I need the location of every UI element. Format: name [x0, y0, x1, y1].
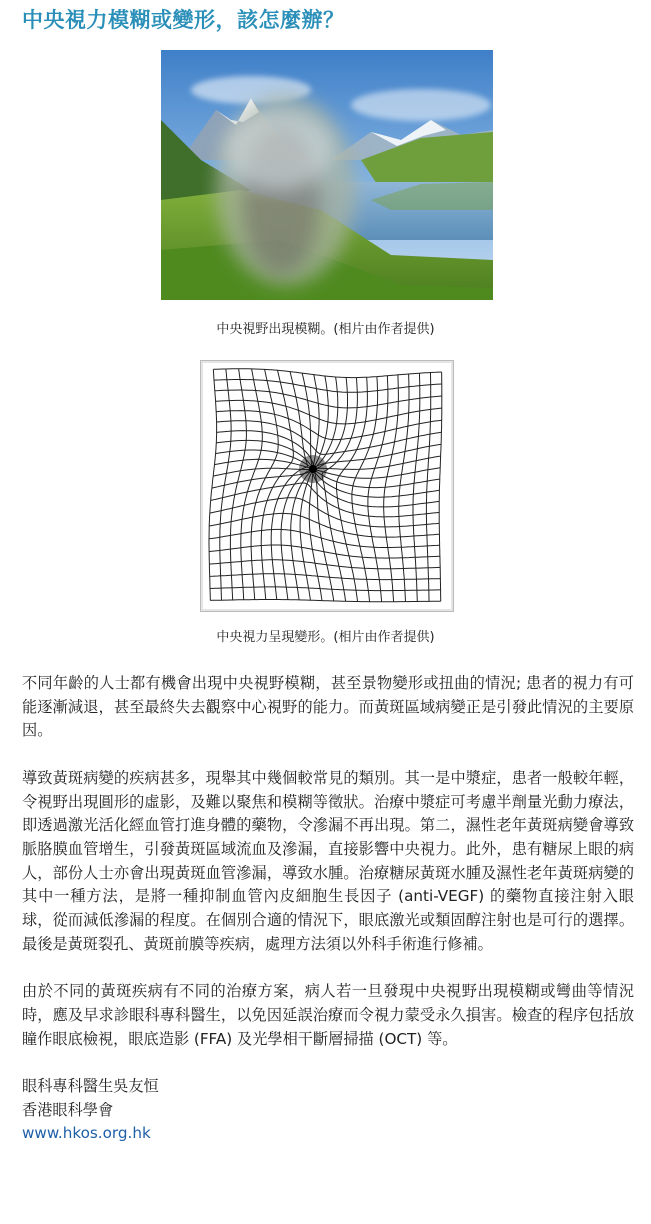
grid-line-horizontal	[210, 600, 440, 602]
grid-line-horizontal	[213, 369, 441, 378]
grid-line-vertical	[426, 373, 430, 602]
article-body	[22, 672, 634, 1146]
grid-line-vertical	[384, 375, 399, 602]
amsler-grid-frame	[200, 360, 454, 612]
paragraph-intro: 不同年齡的人士都有機會出現中央視野模糊，甚至景物變形或扭曲的情況; 患者的視力有可能逐漸減退，甚至最終失去觀察中心視野的能力。而黃斑區域病變正是引發此情況的主要原因。	[22, 674, 634, 740]
blurred-vision-photo	[161, 50, 493, 300]
grid-line-vertical	[413, 373, 420, 601]
fixation-dot	[309, 465, 317, 473]
paragraph-advice: 由於不同的黃斑疾病有不同的治療方案，病人若一旦發現中央視野出現模糊或彎曲等情況時，應及早求診眼科專科醫生，以免因延誤治療而令視力蒙受永久損害。檢查的程序包括放瞳作眼底檢視，眼底造影 (FFA) 及光學相干斷層掃描 (OCT) 等。	[22, 982, 634, 1048]
grid-line-vertical	[271, 372, 307, 600]
grid-line-vertical	[230, 369, 246, 600]
grid-line-vertical	[399, 374, 409, 602]
author-name: 眼科專科醫生吳友恒	[22, 1076, 159, 1095]
grid-line-horizontal	[210, 574, 441, 580]
grid-line-vertical	[439, 372, 442, 601]
website-link[interactable]: www.hkos.org.hk	[22, 1124, 151, 1143]
grid-line-vertical	[209, 369, 217, 600]
grid-line-horizontal	[210, 587, 441, 591]
distorted-amsler-grid	[201, 361, 453, 611]
photo-caption: 中央視野出現模糊。(相片由作者提供)	[216, 322, 435, 337]
paragraph-causes: 導致黃斑病變的疾病甚多，現舉其中幾個較常見的類別。其一是中漿症，患者一般較年輕，令視野出現圓形的虛影，及難以聚焦和模糊等徵狀。治療中漿症可考慮半劑量光動力療法，即透過激光活化經血管打進身體的藥物，令滲漏不再出現。第二，濕性老年黃斑病變會導致脈胳膜血管增生，引發黃斑區域流血及滲漏，直接影響中央視力。此外，患有糖尿上眼的病人，部份人士亦會出現黃斑血管滲漏，導致水腫。治療糖尿黃斑水腫及濕性老年黃斑病變的其中一種方法，是將一種抑制血管內皮細胞生長因子 (anti-VEGF) 的藥物直接注射入眼球，從而減低滲漏的程度。在個別合適的情況下，眼底激光或類固醇注射也是可行的選擇。最後是黃斑裂孔、黃斑前膜等疾病，處理方法須以外科手術進行修補。	[22, 768, 634, 953]
grid-line-horizontal	[216, 440, 440, 469]
grid-line-vertical	[313, 378, 348, 602]
grid-caption: 中央視力呈現變形。(相片由作者提供)	[216, 630, 435, 645]
article-title: 中央視力模糊或變形，該怎麼辦？	[22, 7, 345, 32]
organization-name: 香港眼科學會	[22, 1100, 114, 1119]
grid-line-horizontal	[210, 498, 439, 527]
grid-line-horizontal	[209, 560, 440, 569]
grid-line-horizontal	[209, 529, 440, 547]
